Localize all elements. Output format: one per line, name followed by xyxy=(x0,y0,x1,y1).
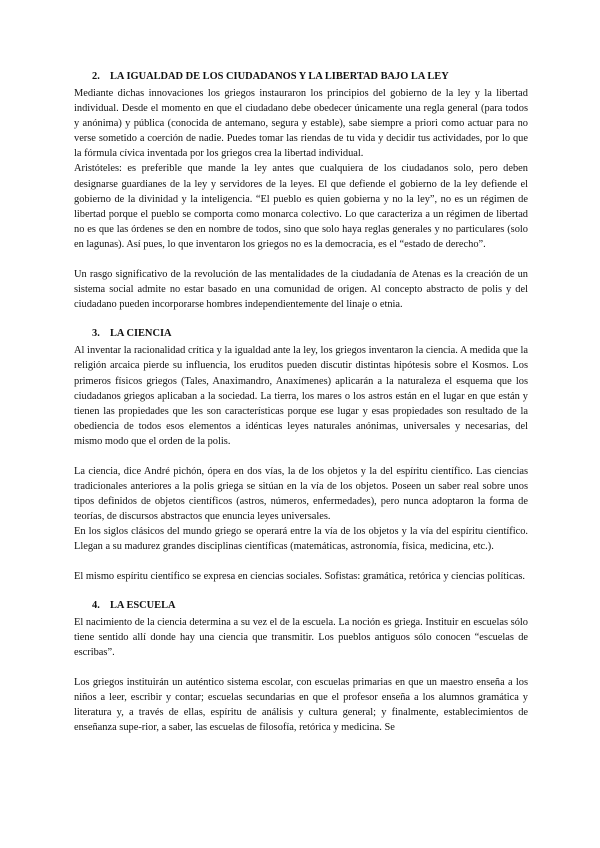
section-title: LA IGUALDAD DE LOS CIUDADANOS Y LA LIBERTAD BAJO LA LEY xyxy=(110,71,449,82)
section-title: LA ESCUELA xyxy=(110,599,176,611)
paragraph: Al inventar la racionalidad crítica y la igualdad ante la ley, los griegos inventaron la ciencia. A medida que la religión arcaica pierde su influencia, los eruditos pueden discutir distintas hipótesis sobre el Kosmos. Los primeros físicos griegos (Tales, Anaximandro, Anaxímenes) aplicarán a la naturaleza el esquema que los ciudadanos griegos aplicaban a la sociedad. La tierra, los mares o los astros están en el lugar en que están y tienen las propiedades que les son características porque ese lugar y esas propiedades son resultado de la obediencia de todos esos elementos a idénticas leyes naturales anónimas, universales y necesarias, del mismo modo que el orden de la polis. xyxy=(74,345,528,447)
section-heading-igualdad xyxy=(74,70,528,84)
section-heading-escuela xyxy=(74,599,528,613)
paragraph: La ciencia, dice André pichón, ópera en dos vías, la de los objetos y la del espíritu científico. Las ciencias tradicionales anteriores a la polis griega se sitúan en la vía de los objetos. Poseen un saber real sobre unos tipos definidos de objetos científicos (astros, números, enfermedades), pero nunca adoptaron la forma de teorías, de discursos abstractos que enuncia leyes universales. xyxy=(74,465,528,523)
paragraph: En los siglos clásicos del mundo griego se operará entre la vía de los objetos y la vía del espíritu científico. Llegan a su madurez grandes disciplinas científicas (matemáticas, astronomía, física, medicina, etc.). xyxy=(74,526,528,553)
section-number: 2. xyxy=(92,71,100,82)
paragraph: Un rasgo significativo de la revolución de las mentalidades de la ciudadanía de Atenas es la creación de un sistema social admite no estar basado en una comunidad de origen. Al concepto abstracto de polis y del ciudadano pueden incorporarse hombres independientemente del linaje o etnia. xyxy=(74,269,528,311)
document-page xyxy=(74,70,528,735)
section-heading-ciencia xyxy=(74,327,528,341)
paragraph: Mediante dichas innovaciones los griegos instauraron los principios del gobierno de la ley y la libertad individual. Desde el momento en que el ciudadano debe obedecer únicamente una regla general (para todos y anónima) y pública (conocida de antemano, segura y estable), sabe siempre a priori como actuar para no verse sometido a coerción de nadie. Puedes tomar las riendas de tu vida y decidir tus actividades, por lo que la fórmula cívica inventada por los griegos crea la libertad individual. xyxy=(74,88,528,160)
section-title: LA CIENCIA xyxy=(110,328,172,340)
paragraph: El nacimiento de la ciencia determina a su vez el de la escuela. La noción es griega. Instituir en escuelas sólo tiene sentido allí donde hay una ciencia que transmitir. Los pueblos antiguos sólo conocen “escuelas de escribas”. xyxy=(74,616,528,658)
section-number: 4. xyxy=(92,599,100,611)
paragraph: El mismo espíritu científico se expresa en ciencias sociales. Sofistas: gramática, retórica y ciencias políticas. xyxy=(74,570,525,582)
paragraph: Aristóteles: es preferible que mande la ley antes que cualquiera de los ciudadanos solo, pero deben designarse guardianes de la ley y servidores de la leyes. El que defiende el gobierno de la ley defiende el gobierno de la divinidad y la inteligencia. “El pueblo es quien gobierna y no la ley”, no es un régimen de libertad porque el pueblo se comporta como monarca colectivo. Lo que caracteriza a un régimen de libertad no es que las órdenes se den en nombre de todos, sino que solo haya reglas generales y no particulares (solo en lagunas). Así pues, lo que inventaron los griegos no es la democracia, es el “estado de derecho”. xyxy=(74,163,528,250)
section-number: 3. xyxy=(92,328,100,340)
paragraph: Los griegos instituirán un auténtico sistema escolar, con escuelas primarias en que un maestro enseña a los niños a leer, escribir y contar; escuelas secundarias en que el profesor enseña a los alumnos gramática y literatura y, a través de ellas, espíritu de análisis y cultura general; y finalmente, establecimientos de enseñanza supe-rior, a saber, las escuelas de filosofía, retórica y medicina. Se xyxy=(74,676,528,734)
